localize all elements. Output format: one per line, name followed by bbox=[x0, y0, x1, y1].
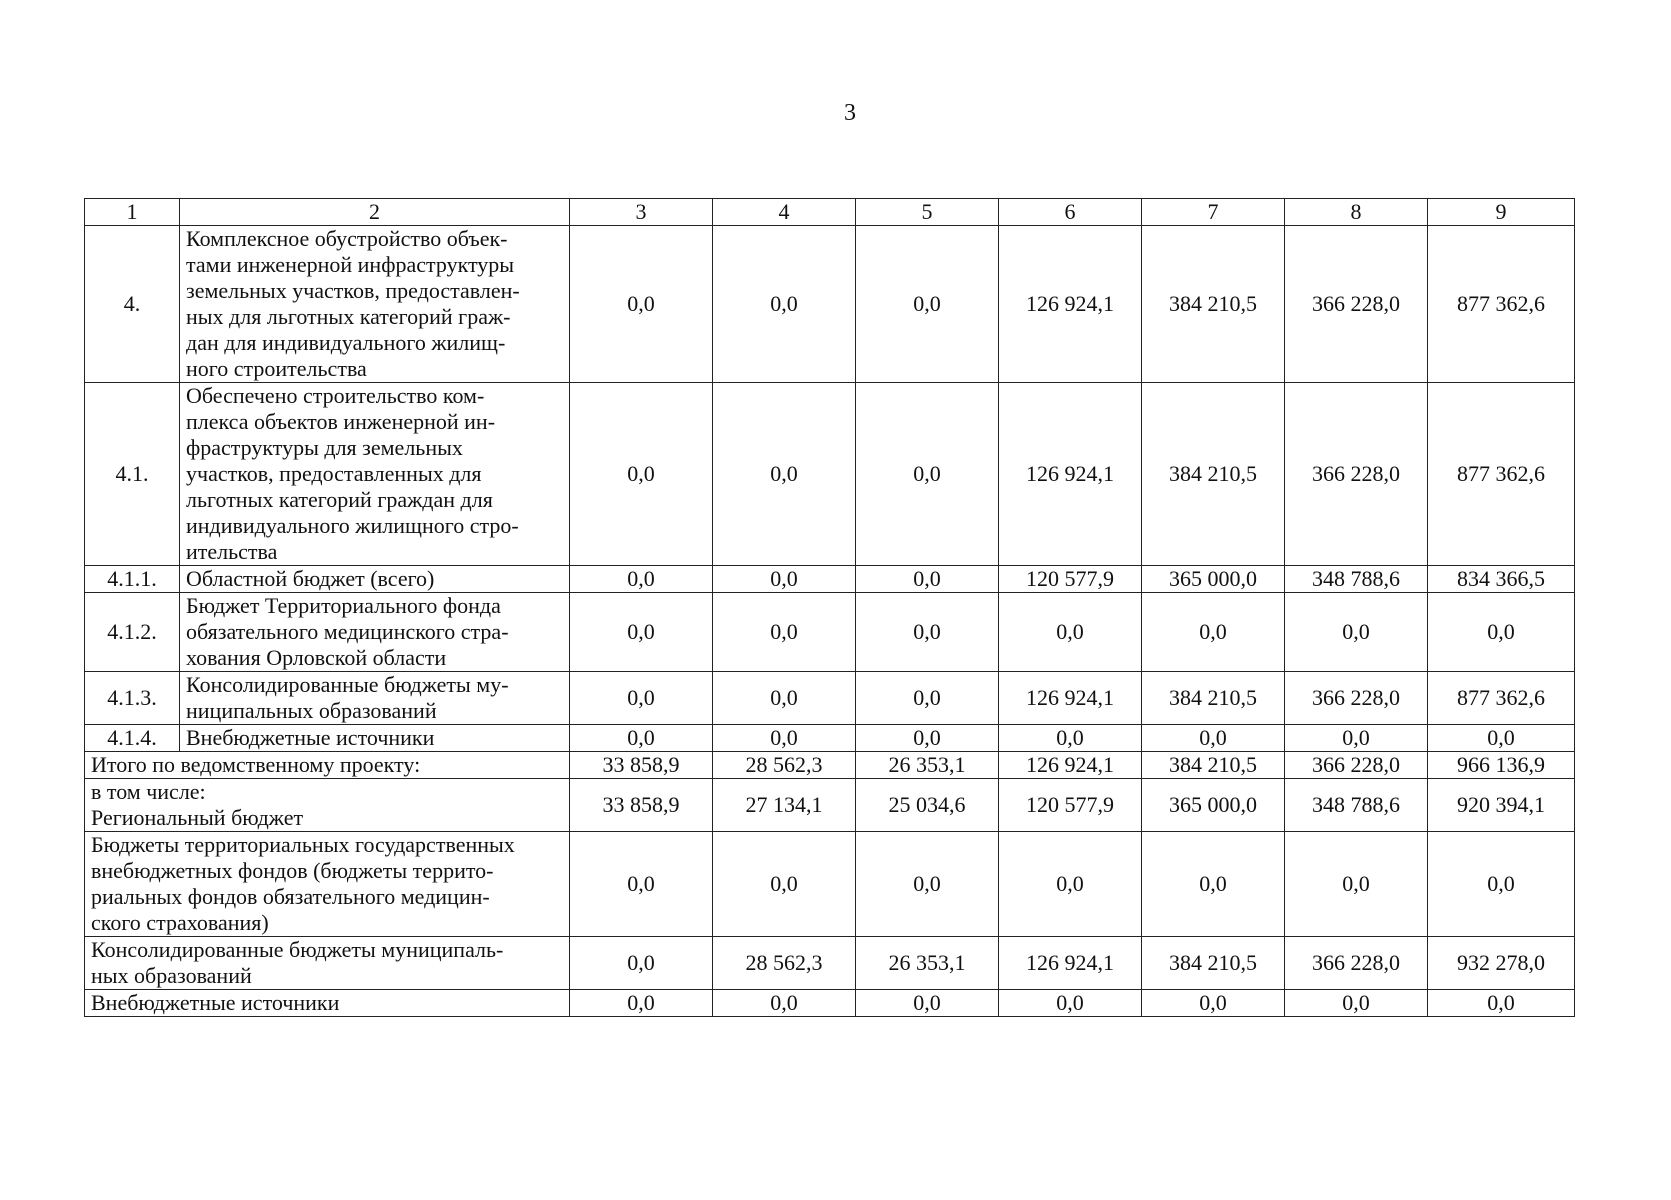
value-cell: 0,0 bbox=[570, 383, 713, 566]
value-cell: 366 228,0 bbox=[1285, 226, 1428, 383]
row-name: Бюджет Территориального фонда обязательного медицинского стра- хования Орловской области bbox=[180, 593, 570, 672]
value-cell: 0,0 bbox=[713, 990, 856, 1017]
value-cell: 0,0 bbox=[1285, 832, 1428, 937]
table-row bbox=[85, 226, 1575, 383]
value-cell: 365 000,0 bbox=[1142, 779, 1285, 832]
total-label: Внебюджетные источники bbox=[85, 990, 570, 1017]
row-name: Комплексное обустройство объек- тами инженерной инфраструктуры земельных участков, предоставлен- ных для льготных категорий граж- дан для индивидуального жилищ- ного строительства bbox=[180, 226, 570, 383]
value-cell: 0,0 bbox=[856, 672, 999, 725]
value-cell: 0,0 bbox=[1285, 725, 1428, 752]
total-row bbox=[85, 752, 1575, 779]
value-cell: 26 353,1 bbox=[856, 752, 999, 779]
value-cell: 33 858,9 bbox=[570, 779, 713, 832]
value-cell: 0,0 bbox=[856, 383, 999, 566]
value-cell: 366 228,0 bbox=[1285, 752, 1428, 779]
total-label: Итого по ведомственному проекту: bbox=[85, 752, 570, 779]
value-cell: 120 577,9 bbox=[999, 566, 1142, 593]
value-cell: 877 362,6 bbox=[1428, 226, 1575, 383]
value-cell: 0,0 bbox=[1285, 593, 1428, 672]
value-cell: 126 924,1 bbox=[999, 937, 1142, 990]
value-cell: 384 210,5 bbox=[1142, 383, 1285, 566]
value-cell: 0,0 bbox=[1285, 990, 1428, 1017]
header-cell: 1 bbox=[85, 199, 180, 226]
value-cell: 0,0 bbox=[570, 725, 713, 752]
value-cell: 966 136,9 bbox=[1428, 752, 1575, 779]
value-cell: 0,0 bbox=[1428, 990, 1575, 1017]
value-cell: 28 562,3 bbox=[713, 752, 856, 779]
value-cell: 348 788,6 bbox=[1285, 566, 1428, 593]
value-cell: 0,0 bbox=[856, 593, 999, 672]
value-cell: 25 034,6 bbox=[856, 779, 999, 832]
value-cell: 0,0 bbox=[1428, 725, 1575, 752]
value-cell: 28 562,3 bbox=[713, 937, 856, 990]
table-row bbox=[85, 725, 1575, 752]
total-label: в том числе: Региональный бюджет bbox=[85, 779, 570, 832]
header-cell: 9 bbox=[1428, 199, 1575, 226]
value-cell: 0,0 bbox=[1142, 725, 1285, 752]
value-cell: 0,0 bbox=[713, 672, 856, 725]
value-cell: 0,0 bbox=[713, 566, 856, 593]
value-cell: 120 577,9 bbox=[999, 779, 1142, 832]
value-cell: 384 210,5 bbox=[1142, 226, 1285, 383]
row-name: Внебюджетные источники bbox=[180, 725, 570, 752]
value-cell: 0,0 bbox=[570, 937, 713, 990]
value-cell: 0,0 bbox=[856, 832, 999, 937]
header-cell: 8 bbox=[1285, 199, 1428, 226]
value-cell: 126 924,1 bbox=[999, 383, 1142, 566]
value-cell: 0,0 bbox=[856, 226, 999, 383]
value-cell: 834 366,5 bbox=[1428, 566, 1575, 593]
value-cell: 0,0 bbox=[713, 593, 856, 672]
value-cell: 384 210,5 bbox=[1142, 672, 1285, 725]
value-cell: 126 924,1 bbox=[999, 752, 1142, 779]
row-code: 4.1.3. bbox=[85, 672, 180, 725]
value-cell: 0,0 bbox=[999, 990, 1142, 1017]
value-cell: 0,0 bbox=[713, 832, 856, 937]
row-name: Областной бюджет (всего) bbox=[180, 566, 570, 593]
value-cell: 0,0 bbox=[713, 226, 856, 383]
value-cell: 0,0 bbox=[570, 990, 713, 1017]
row-code: 4.1.1. bbox=[85, 566, 180, 593]
header-cell: 6 bbox=[999, 199, 1142, 226]
total-row bbox=[85, 832, 1575, 937]
value-cell: 0,0 bbox=[999, 725, 1142, 752]
table-row bbox=[85, 566, 1575, 593]
value-cell: 365 000,0 bbox=[1142, 566, 1285, 593]
header-row bbox=[85, 199, 1575, 226]
total-row bbox=[85, 779, 1575, 832]
value-cell: 366 228,0 bbox=[1285, 672, 1428, 725]
row-code: 4. bbox=[85, 226, 180, 383]
value-cell: 0,0 bbox=[570, 226, 713, 383]
value-cell: 920 394,1 bbox=[1428, 779, 1575, 832]
value-cell: 877 362,6 bbox=[1428, 383, 1575, 566]
total-label: Консолидированные бюджеты муниципаль- ных образований bbox=[85, 937, 570, 990]
total-label: Бюджеты территориальных государственных внебюджетных фондов (бюджеты террито- риальных фондов обязательного медицин- ского страхования) bbox=[85, 832, 570, 937]
value-cell: 0,0 bbox=[856, 566, 999, 593]
value-cell: 0,0 bbox=[570, 566, 713, 593]
value-cell: 0,0 bbox=[1142, 593, 1285, 672]
value-cell: 932 278,0 bbox=[1428, 937, 1575, 990]
value-cell: 0,0 bbox=[999, 593, 1142, 672]
page-number: 3 bbox=[844, 100, 856, 126]
value-cell: 0,0 bbox=[570, 832, 713, 937]
value-cell: 0,0 bbox=[570, 593, 713, 672]
value-cell: 0,0 bbox=[1428, 832, 1575, 937]
header-cell: 5 bbox=[856, 199, 999, 226]
header-cell: 2 bbox=[180, 199, 570, 226]
table-row bbox=[85, 672, 1575, 725]
value-cell: 384 210,5 bbox=[1142, 752, 1285, 779]
value-cell: 33 858,9 bbox=[570, 752, 713, 779]
value-cell: 384 210,5 bbox=[1142, 937, 1285, 990]
value-cell: 0,0 bbox=[570, 672, 713, 725]
row-code: 4.1.2. bbox=[85, 593, 180, 672]
value-cell: 0,0 bbox=[1142, 990, 1285, 1017]
table-row bbox=[85, 593, 1575, 672]
value-cell: 126 924,1 bbox=[999, 226, 1142, 383]
table-row bbox=[85, 383, 1575, 566]
value-cell: 0,0 bbox=[1142, 832, 1285, 937]
header-cell: 7 bbox=[1142, 199, 1285, 226]
value-cell: 0,0 bbox=[713, 725, 856, 752]
value-cell: 27 134,1 bbox=[713, 779, 856, 832]
value-cell: 0,0 bbox=[1428, 593, 1575, 672]
value-cell: 126 924,1 bbox=[999, 672, 1142, 725]
value-cell: 0,0 bbox=[856, 990, 999, 1017]
value-cell: 366 228,0 bbox=[1285, 383, 1428, 566]
value-cell: 26 353,1 bbox=[856, 937, 999, 990]
budget-table bbox=[84, 198, 1575, 1017]
value-cell: 877 362,6 bbox=[1428, 672, 1575, 725]
value-cell: 0,0 bbox=[856, 725, 999, 752]
value-cell: 0,0 bbox=[999, 832, 1142, 937]
header-cell: 3 bbox=[570, 199, 713, 226]
value-cell: 0,0 bbox=[713, 383, 856, 566]
value-cell: 366 228,0 bbox=[1285, 937, 1428, 990]
row-code: 4.1.4. bbox=[85, 725, 180, 752]
total-row bbox=[85, 990, 1575, 1017]
row-name: Консолидированные бюджеты му- ниципальных образований bbox=[180, 672, 570, 725]
row-code: 4.1. bbox=[85, 383, 180, 566]
total-row bbox=[85, 937, 1575, 990]
value-cell: 348 788,6 bbox=[1285, 779, 1428, 832]
row-name: Обеспечено строительство ком- плекса объектов инженерной ин- фраструктуры для земельных участков, предоставленных для льготных категорий граждан для индивидуального жилищного стро- ительства bbox=[180, 383, 570, 566]
header-cell: 4 bbox=[713, 199, 856, 226]
